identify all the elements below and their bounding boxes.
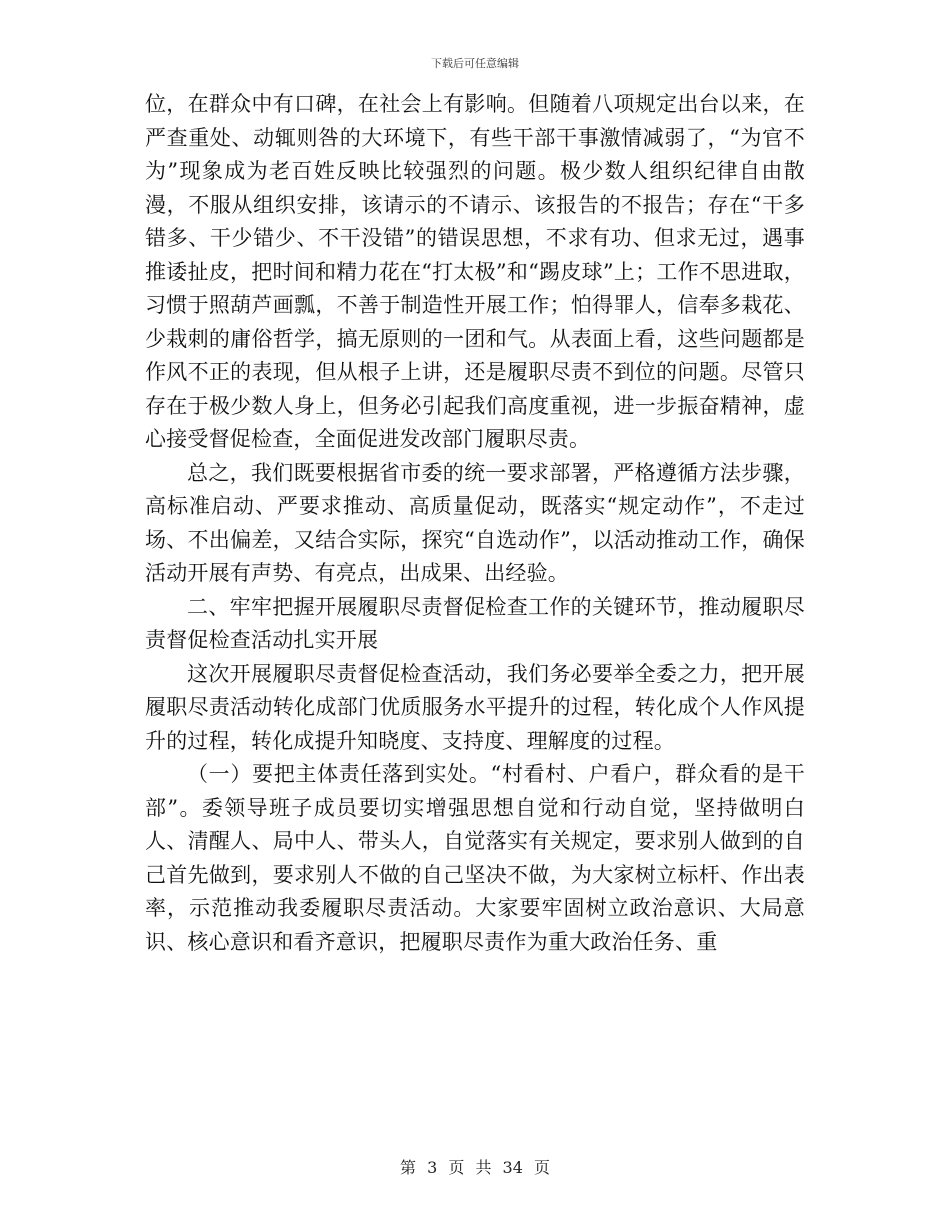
document-body bbox=[145, 88, 805, 959]
page-header: 下载后可任意编辑 bbox=[431, 57, 519, 70]
paragraph-intro: 这次开展履职尽责督促检查活动，我们务必要举全委之力，把开展履职尽责活动转化成部门优质服务水平提升的过程，转化成个人作风提升的过程，转化成提升知晓度、支持度、理解度的过程。 bbox=[145, 661, 805, 753]
paragraph-continuation: 位，在群众中有口碑，在社会上有影响。但随着八项规定出台以来，在严查重处、动辄则咎的大环境下，有些干部干事激情减弱了，“为官不为”现象成为老百姓反映比较强烈的问题。极少数人组织纪律自由散漫，不服从组织安排，该请示的不请示、该报告的不报告；存在“干多错多、干少错少、不干没错”的错误思想，不求有功、但求无过，遇事推诿扯皮，把时间和精力花在“打太极”和“踢皮球”上；工作不思进取，习惯于照葫芦画瓢，不善于制造性开展工作；怕得罪人，信奉多栽花、少栽刺的庸俗哲学，搞无原则的一团和气。从表面上看，这些问题都是作风不正的表现，但从根子上讲，还是履职尽责不到位的问题。尽管只存在于极少数人身上，但务必引起我们高度重视，进一步振奋精神，虚心接受督促检查，全面促进发改部门履职尽责。 bbox=[145, 92, 805, 451]
paragraph-summary: 总之，我们既要根据省市委的统一要求部署，严格遵循方法步骤，高标准启动、严要求推动、高质量促动，既落实“规定动作”，不走过场、不出偏差，又结合实际，探究“自选动作”，以活动推动工作，确保活动开展有声势、有亮点，出成果、出经验。 bbox=[145, 460, 805, 585]
page-number: 第 3 页 共 34 页 bbox=[400, 1158, 550, 1177]
section-heading: 二、牢牢把握开展履职尽责督促检查工作的关键环节，推动履职尽责督促检查活动扎实开展 bbox=[145, 594, 805, 652]
paragraph-item-one: （一）要把主体责任落到实处。“村看村、户看户，群众看的是干部”。委领导班子成员要切实增强思想自觉和行动自觉，坚持做明白人、清醒人、局中人、带头人，自觉落实有关规定，要求别人做到的自己首先做到，要求别人不做的自己坚决不做，为大家树立标杆、作出表率，示范推动我委履职尽责活动。大家要牢固树立政治意识、大局意识、核心意识和看齐意识，把履职尽责作为重大政治任务、重 bbox=[145, 762, 805, 954]
